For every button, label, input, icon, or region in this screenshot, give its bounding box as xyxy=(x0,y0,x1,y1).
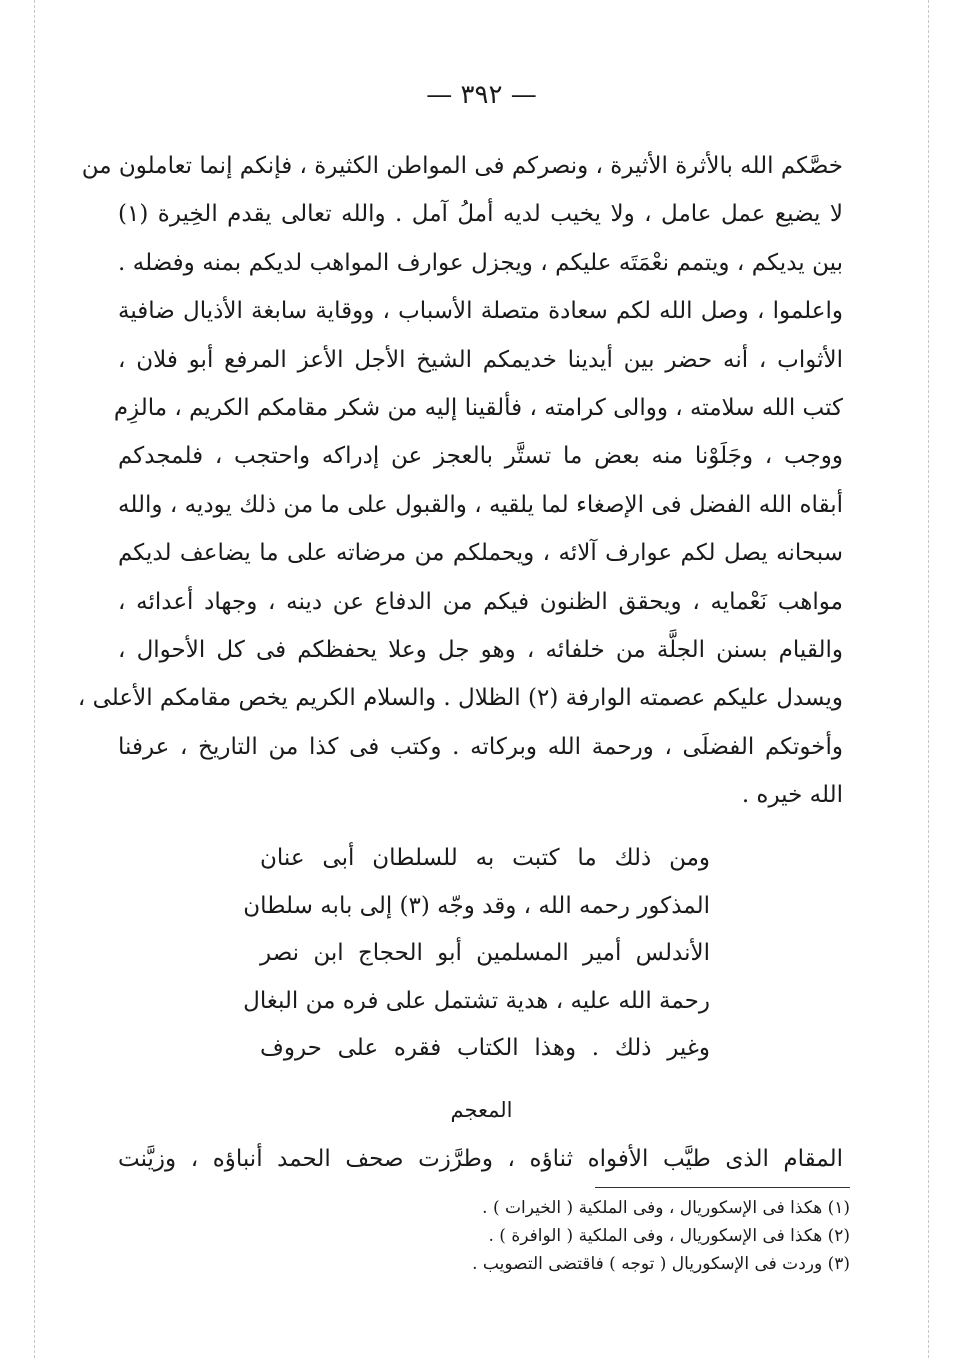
text-line: خصَّكم الله بالأثرة الأثيرة ، ونصركم فى المواطن الكثيرة ، فإنكم إنما تعاملون من xyxy=(81,153,843,179)
intro-line: الأندلس أمير المسلمين أبو الحجاج ابن نصر xyxy=(260,940,710,967)
text-line: لا يضيع عمل عامل ، ولا يخيب لديه أملُ آمل . والله تعالى يقدم الخِيرة (١) xyxy=(118,201,843,228)
footnotes xyxy=(300,1194,850,1278)
intro-line: ومن ذلك ما كتبت به للسلطان أبى عنان xyxy=(260,845,710,871)
text-line: ووجب ، وجَلَوْنا منه بعض ما تستَّر بالعجز عن إدراكه واحتجب ، فلمجدكم xyxy=(118,443,843,470)
main-text-block xyxy=(77,142,843,819)
text-line: كتب الله سلامته ، ووالى كرامته ، فألقينا إليه من شكر مقامكم الكريم ، مالزِم xyxy=(113,394,843,421)
left-margin-guide xyxy=(34,0,35,1358)
footnote: (١) هكذا فى الإسكوريال ، وفى الملكية ( الخيرات ) . xyxy=(482,1198,850,1218)
page-number: — ٣٩٢ — xyxy=(426,80,537,110)
text-line: بين يديكم ، ويتمم نعْمَتَه عليكم ، ويجزل عوارف المواهب لديكم بمنه وفضله . xyxy=(118,249,843,276)
text-line: ويسدل عليكم عصمته الوارفة (٢) الظلال . والسلام الكريم يخص مقامكم الأعلى ، xyxy=(77,685,843,712)
letter-intro-block xyxy=(243,835,710,1073)
text-line: والقيام بسنن الجلَّة من خلفائه ، وهو جل وعلا يحفظكم فى كل الأحوال ، xyxy=(118,636,843,663)
text-line: الأثواب ، أنه حضر بين أيدينا خديمكم الشيخ الأجل الأعز المرفع أبو فلان ، xyxy=(118,346,843,373)
intro-line: رحمة الله عليه ، هدية تشتمل على فره من البغال xyxy=(243,987,710,1014)
intro-line: المذكور رحمه الله ، وقد وجّه (٣) إلى بابه سلطان xyxy=(243,892,710,919)
letter-opening-line: المقام الذى طيَّب الأفواه ثناؤه ، وطرَّزت صحف الحمد أنباؤه ، وزيَّنت xyxy=(118,1146,843,1172)
text-line-final: الله خيره . xyxy=(741,782,843,809)
right-margin-guide xyxy=(928,0,929,1358)
text-line: أبقاه الله الفضل فى الإصغاء لما يلقيه ، والقبول على ما من ذلك يوديه ، والله xyxy=(118,491,843,518)
text-line: مواهب نَعْمايه ، ويحقق الظنون فيكم من الدفاع عن دينه ، وجهاد أعدائه ، xyxy=(118,588,843,615)
footnote: (٣) وردت فى الإسكوريال ( توجه ) فاقتضى التصويب . xyxy=(472,1254,850,1274)
text-line: وأخوتكم الفضلَى ، ورحمة الله وبركاته . وكتب فى كذا من التاريخ ، عرفنا xyxy=(118,733,843,760)
footnote: (٢) هكذا فى الإسكوريال ، وفى الملكية ( الوافرة ) . xyxy=(488,1226,850,1246)
text-line: واعلموا ، وصل الله لكم سعادة متصلة الأسباب ، ووقاية سابغة الأذيال ضافية xyxy=(118,298,843,325)
section-heading: المعجم xyxy=(450,1098,513,1122)
text-line: سبحانه يصل لكم عوارف آلائه ، ويحملكم من مرضاته على ما يضاعف لديكم xyxy=(118,540,843,567)
intro-line: وغير ذلك . وهذا الكتاب فقره على حروف xyxy=(260,1035,710,1062)
footnote-divider xyxy=(595,1187,850,1188)
